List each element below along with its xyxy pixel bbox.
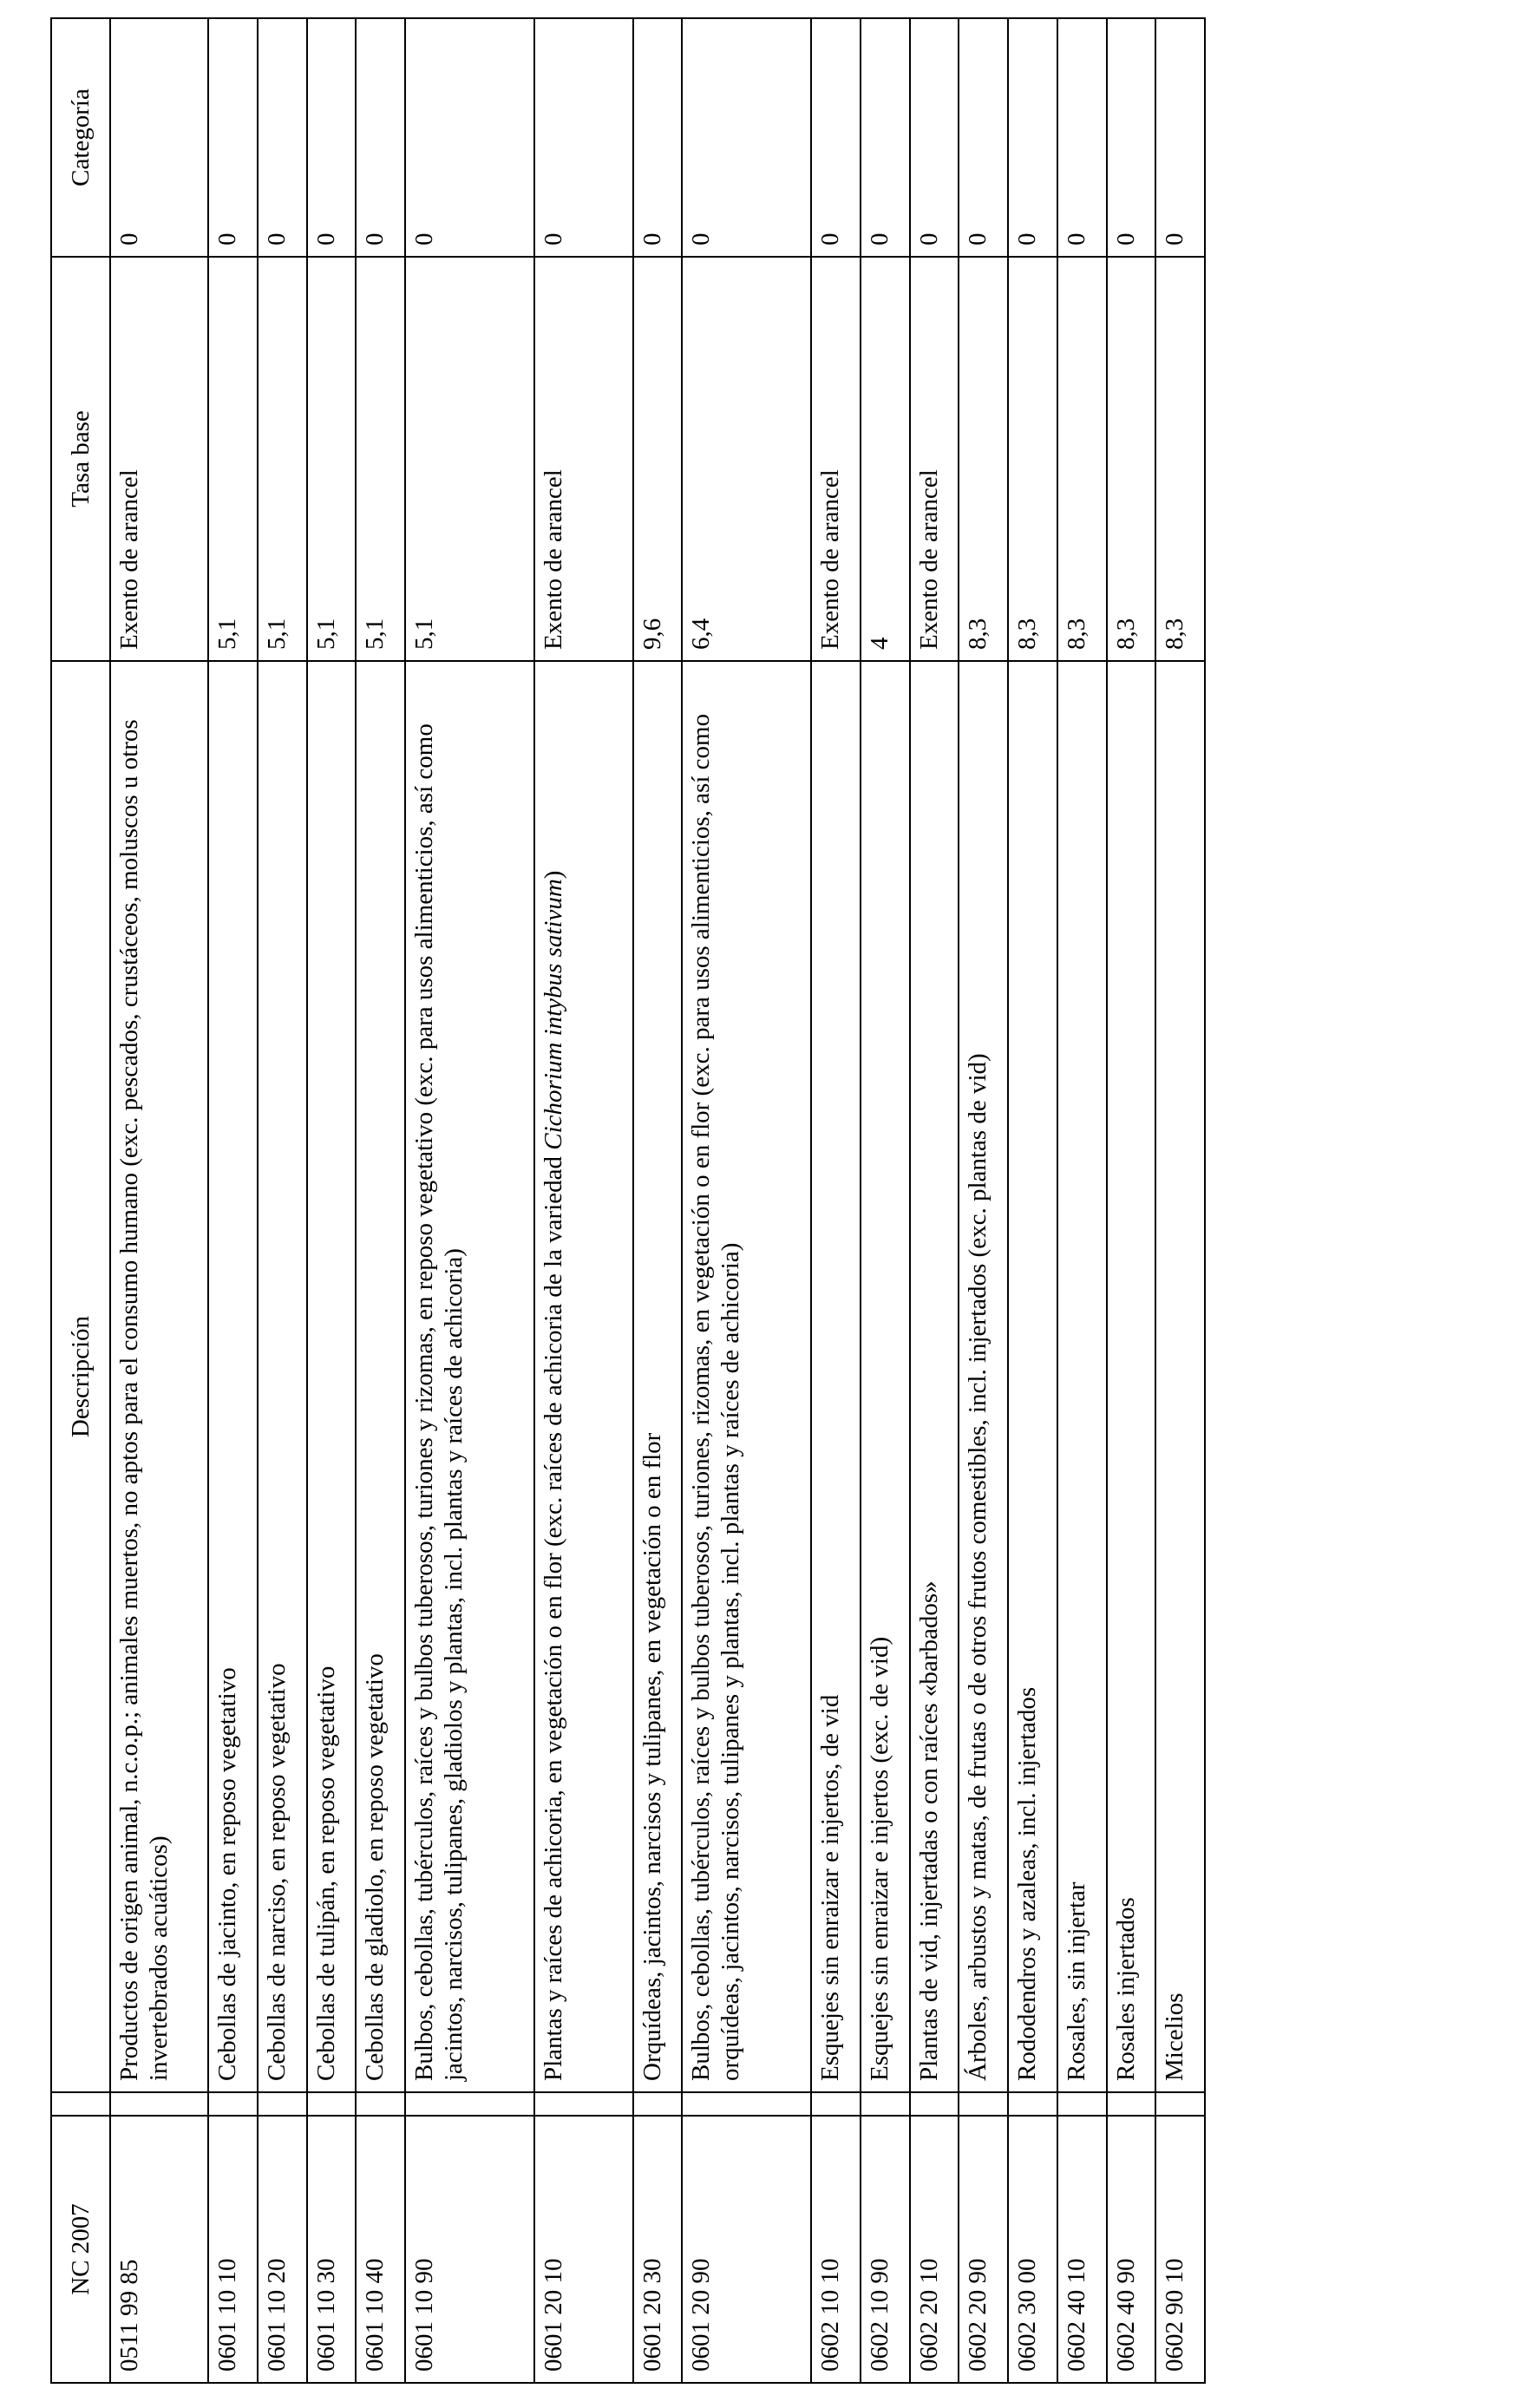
gap-cell	[307, 2092, 357, 2116]
base-rate-cell: Exento de arancel	[910, 257, 959, 661]
tariff-table	[50, 17, 1206, 2384]
category-cell: 0	[959, 18, 1008, 257]
category-cell: 0	[405, 18, 534, 257]
header-base-rate: Tasa base	[51, 257, 110, 661]
description-cell: Rosales injertados	[1107, 661, 1156, 2092]
code-cell: 0602 40 90	[1107, 2116, 1156, 2383]
description-cell: Rododendros y azaleas, incl. injertados	[1008, 661, 1057, 2092]
base-rate-cell: 5,1	[356, 257, 405, 661]
gap-cell	[910, 2092, 959, 2116]
gap-cell	[534, 2092, 632, 2116]
header-row	[51, 18, 110, 2383]
base-rate-cell: 5,1	[258, 257, 307, 661]
code-cell: 0602 40 10	[1057, 2116, 1107, 2383]
category-cell: 0	[861, 18, 910, 257]
gap-cell	[959, 2092, 1008, 2116]
code-cell: 0511 99 85	[110, 2116, 208, 2383]
header-description: Descripción	[51, 661, 110, 2092]
description-cell: Cebollas de tulipán, en reposo vegetativo	[307, 661, 357, 2092]
base-rate-cell: 5,1	[208, 257, 258, 661]
header-code: NC 2007	[51, 2116, 110, 2383]
code-cell: 0602 90 10	[1155, 2116, 1205, 2383]
description-cell: Bulbos, cebollas, tubérculos, raíces y bulbos tuberosos, turiones, rizomas, en vegetación o en flor (exc. para usos alimenticios, así como orquídeas, jacintos, narcisos, tulipanes y plantas, incl. plantas y raíces de achicoria)	[682, 661, 811, 2092]
base-rate-cell: 8,3	[959, 257, 1008, 661]
code-cell: 0602 20 90	[959, 2116, 1008, 2383]
gap-cell	[682, 2092, 811, 2116]
base-rate-cell: 8,3	[1107, 257, 1156, 661]
category-cell: 0	[1008, 18, 1057, 257]
gap-cell	[1008, 2092, 1057, 2116]
header-gap-cell	[51, 2092, 110, 2116]
code-cell: 0601 10 90	[405, 2116, 534, 2383]
base-rate-cell: 6,4	[682, 257, 811, 661]
description-cell	[534, 661, 632, 2092]
description-cell: Esquejes sin enraizar e injertos, de vid	[811, 661, 861, 2092]
gap-cell	[1107, 2092, 1156, 2116]
code-cell: 0601 20 90	[682, 2116, 811, 2383]
table-row	[682, 18, 811, 2383]
code-cell: 0601 10 30	[307, 2116, 357, 2383]
table-row	[910, 18, 959, 2383]
gap-cell	[1155, 2092, 1205, 2116]
description-cell: Esquejes sin enraizar e injertos (exc. de vid)	[861, 661, 910, 2092]
base-rate-cell: Exento de arancel	[110, 257, 208, 661]
species-name-italic: Cichorium intybus sativum	[540, 879, 568, 1150]
table-row	[811, 18, 861, 2383]
description-text: Plantas y raíces de achicoria, en vegetación o en flor (exc. raíces de achicoria de la variedad	[540, 1149, 568, 2081]
description-cell: Bulbos, cebollas, tubérculos, raíces y bulbos tuberosos, turiones y rizomas, en reposo vegetativo (exc. para usos alimenticios, así como jacintos, narcisos, tulipanes, gladiolos y plantas, incl. plantas y raíces de achicoria)	[405, 661, 534, 2092]
category-cell: 0	[1107, 18, 1156, 257]
category-cell: 0	[534, 18, 632, 257]
base-rate-cell: 4	[861, 257, 910, 661]
description-text-end: )	[540, 870, 568, 880]
base-rate-cell: 5,1	[307, 257, 357, 661]
category-cell: 0	[682, 18, 811, 257]
code-cell: 0602 20 10	[910, 2116, 959, 2383]
code-cell: 0602 30 00	[1008, 2116, 1057, 2383]
category-cell: 0	[110, 18, 208, 257]
description-cell: Cebollas de gladiolo, en reposo vegetativo	[356, 661, 405, 2092]
code-cell: 0601 10 20	[258, 2116, 307, 2383]
table-row	[1155, 18, 1205, 2383]
base-rate-cell: 8,3	[1155, 257, 1205, 661]
code-cell: 0601 20 10	[534, 2116, 632, 2383]
table-row	[534, 18, 632, 2383]
description-cell: Cebollas de jacinto, en reposo vegetativo	[208, 661, 258, 2092]
table-row	[959, 18, 1008, 2383]
gap-cell	[356, 2092, 405, 2116]
code-cell: 0602 10 10	[811, 2116, 861, 2383]
table-row	[1008, 18, 1057, 2383]
description-cell: Árboles, arbustos y matas, de frutas o de otros frutos comestibles, incl. injertados (exc. plantas de vid)	[959, 661, 1008, 2092]
category-cell: 0	[307, 18, 357, 257]
description-cell: Rosales, sin injertar	[1057, 661, 1107, 2092]
description-cell: Cebollas de narciso, en reposo vegetativo	[258, 661, 307, 2092]
description-cell: Productos de origen animal, n.c.o.p.; animales muertos, no aptos para el consumo humano (exc. pescados, crustáceos, moluscos u otros invertebrados acuáticos)	[110, 661, 208, 2092]
table-row	[1057, 18, 1107, 2383]
table-row	[258, 18, 307, 2383]
code-cell: 0601 10 40	[356, 2116, 405, 2383]
gap-cell	[110, 2092, 208, 2116]
gap-cell	[258, 2092, 307, 2116]
description-cell: Plantas de vid, injertadas o con raíces «barbados»	[910, 661, 959, 2092]
category-cell: 0	[1155, 18, 1205, 257]
gap-cell	[633, 2092, 683, 2116]
gap-cell	[208, 2092, 258, 2116]
code-cell: 0601 20 30	[633, 2116, 683, 2383]
table-row	[307, 18, 357, 2383]
gap-cell	[861, 2092, 910, 2116]
description-cell: Micelios	[1155, 661, 1205, 2092]
header-category: Categoría	[51, 18, 110, 257]
table-row	[110, 18, 208, 2383]
table-row	[1107, 18, 1156, 2383]
description-cell: Orquídeas, jacintos, narcisos y tulipanes, en vegetación o en flor	[633, 661, 683, 2092]
table-row	[356, 18, 405, 2383]
category-cell: 0	[910, 18, 959, 257]
category-cell: 0	[1057, 18, 1107, 257]
category-cell: 0	[633, 18, 683, 257]
base-rate-cell: 9,6	[633, 257, 683, 661]
gap-cell	[1057, 2092, 1107, 2116]
gap-cell	[811, 2092, 861, 2116]
base-rate-cell: 8,3	[1057, 257, 1107, 661]
code-cell: 0602 10 90	[861, 2116, 910, 2383]
table-row	[861, 18, 910, 2383]
category-cell: 0	[258, 18, 307, 257]
base-rate-cell: Exento de arancel	[811, 257, 861, 661]
base-rate-cell: 5,1	[405, 257, 534, 661]
table-row	[633, 18, 683, 2383]
category-cell: 0	[208, 18, 258, 257]
category-cell: 0	[811, 18, 861, 257]
gap-cell	[405, 2092, 534, 2116]
category-cell: 0	[356, 18, 405, 257]
base-rate-cell: 8,3	[1008, 257, 1057, 661]
code-cell: 0601 10 10	[208, 2116, 258, 2383]
table-row	[405, 18, 534, 2383]
rotated-page	[50, 19, 1206, 2384]
base-rate-cell: Exento de arancel	[534, 257, 632, 661]
table-row	[208, 18, 258, 2383]
